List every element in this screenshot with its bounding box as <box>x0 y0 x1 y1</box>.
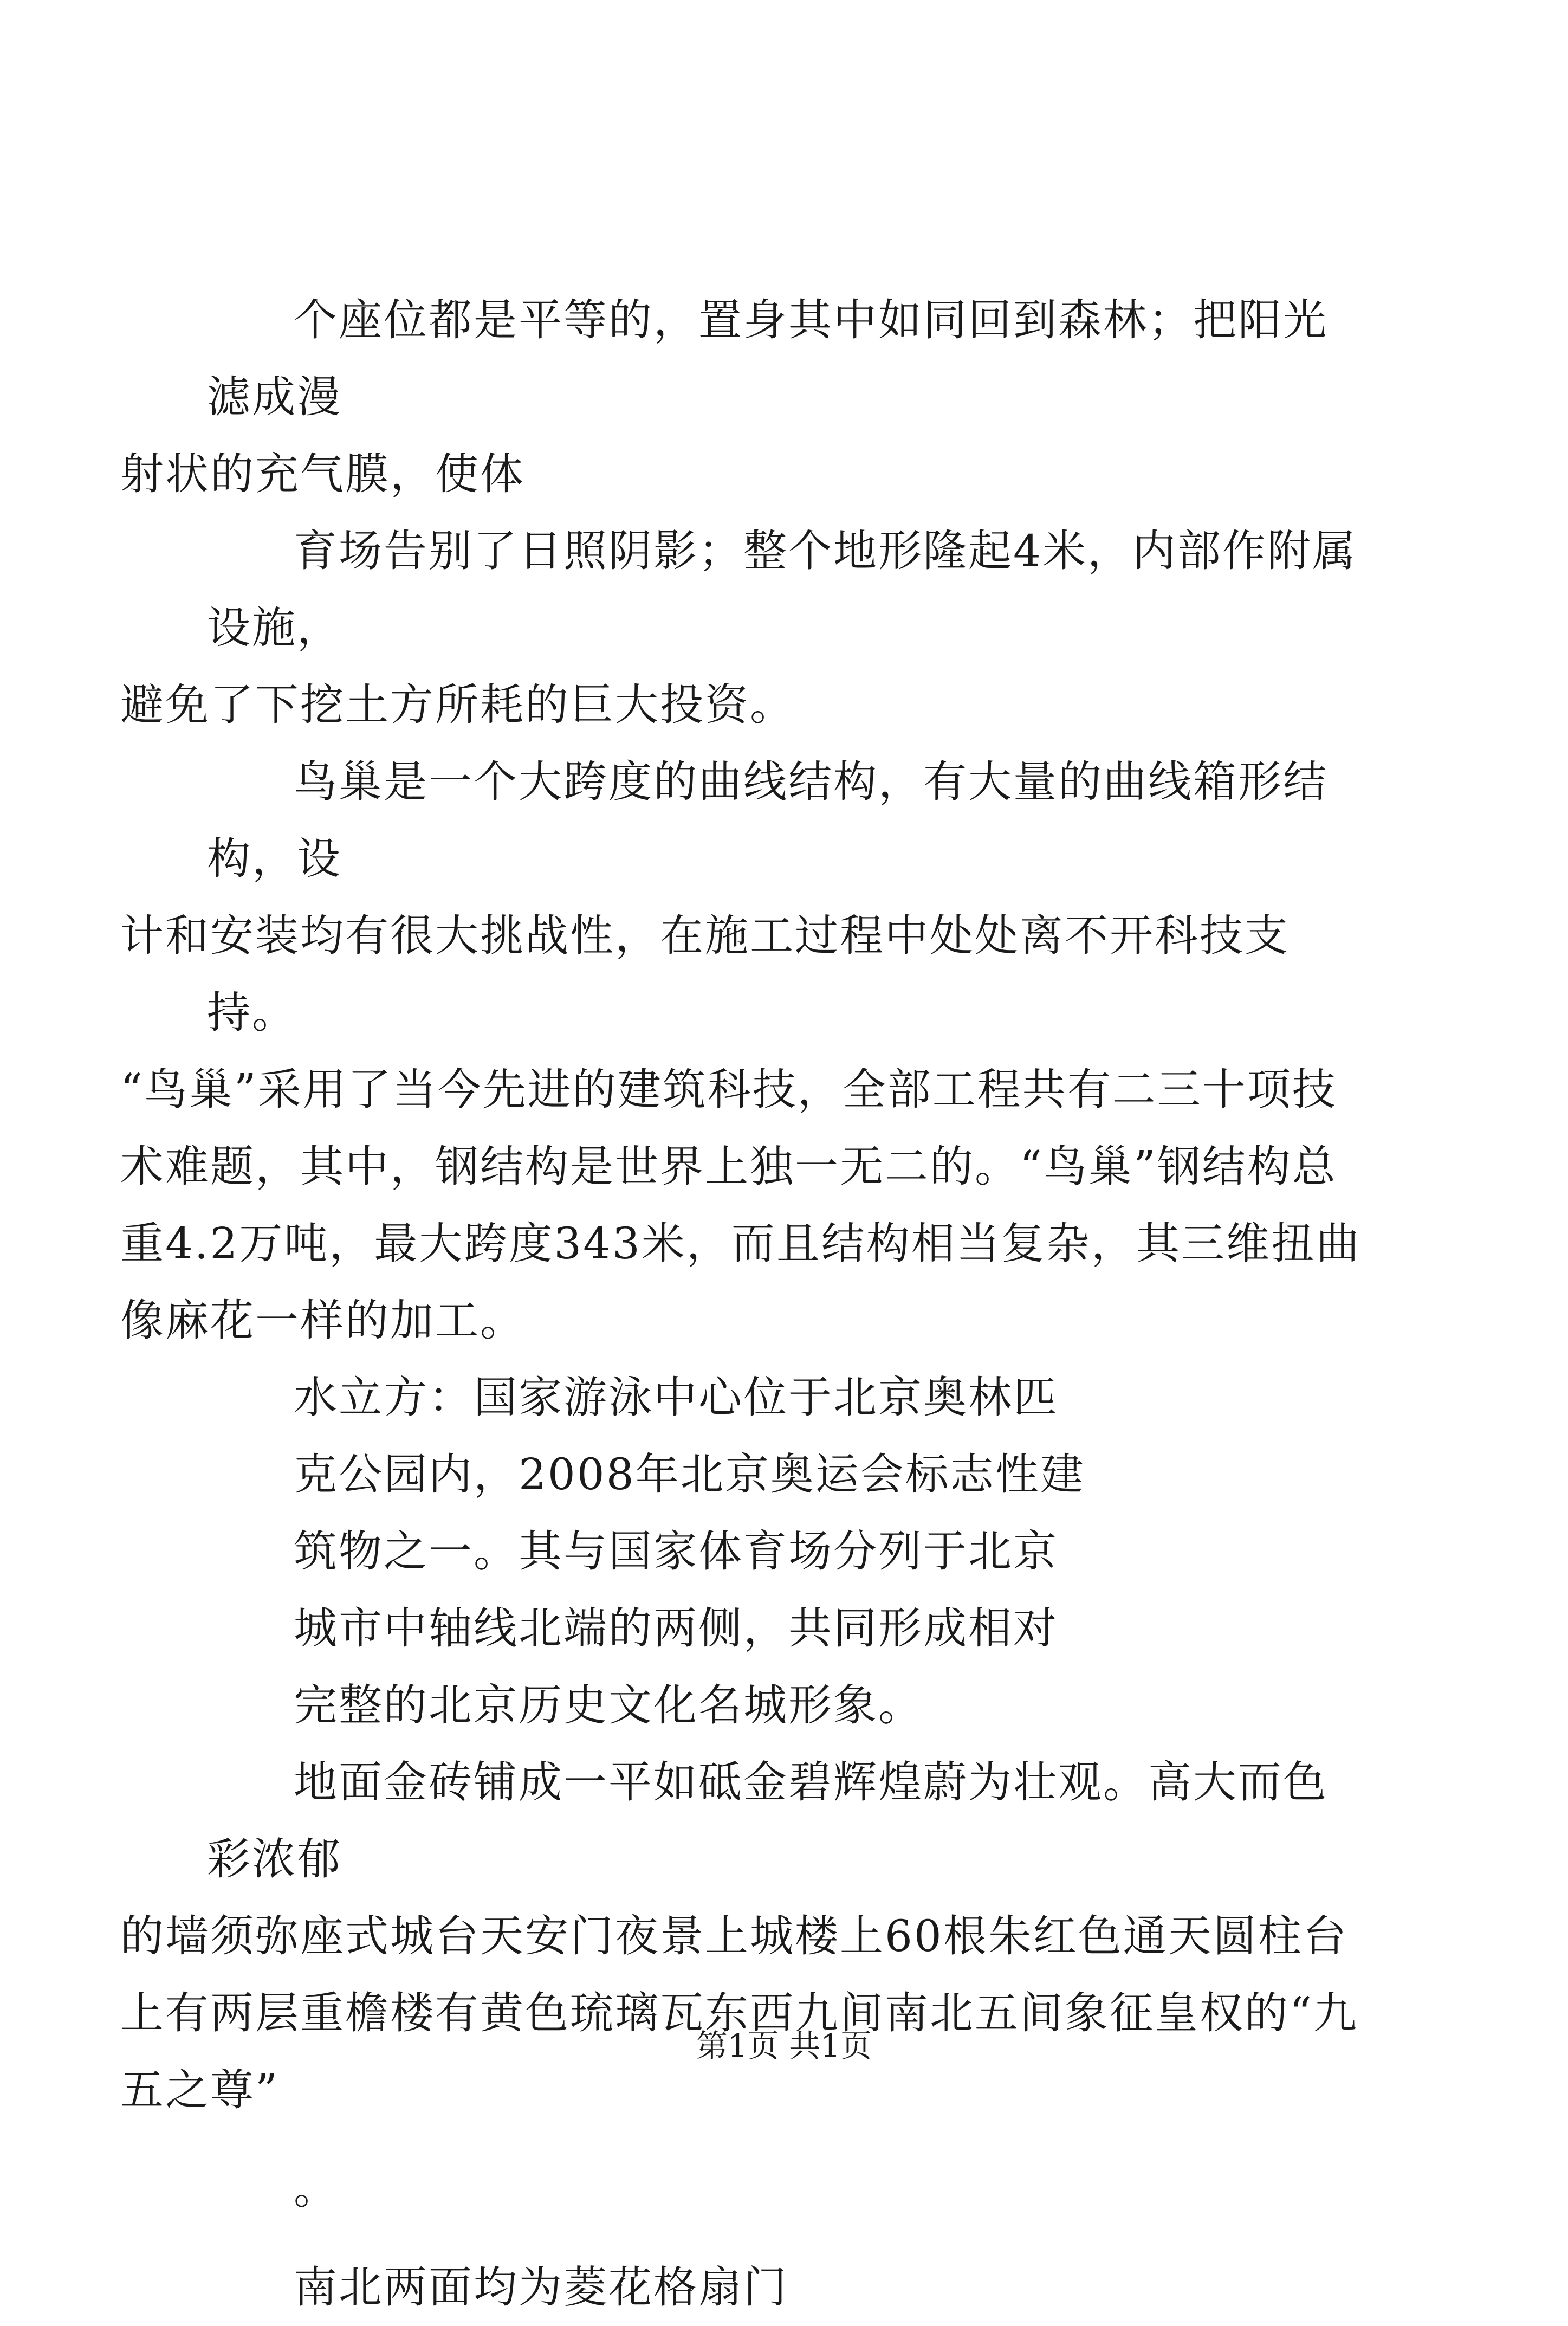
paragraph <box>120 1744 1366 2129</box>
text-line: “鸟巢”采用了当今先进的建筑科技，全部工程共有二三十项技 <box>120 1064 1337 1115</box>
text-line: 计和安装均有很大挑战性，在施工过程中处处离不开科技支持。 <box>120 910 1290 1038</box>
text-line: 。 <box>294 2163 337 2214</box>
paragraph <box>207 2249 1366 2326</box>
paragraph <box>207 1667 1366 1744</box>
text-line: 育场告别了日照阴影；整个地形隆起4米，内部作附属设施， <box>207 526 1357 653</box>
text-line: 完整的北京历史文化名城形象。 <box>294 1680 923 1730</box>
paragraph <box>120 744 1366 1359</box>
text-line: 避免了下挖土方所耗的巨大投资。 <box>120 680 795 730</box>
paragraph <box>207 1359 1366 1436</box>
text-line: 像麻花一样的加工。 <box>120 1295 525 1346</box>
text-line: 个座位都是平等的，置身其中如同回到森林；把阳光滤成漫 <box>207 295 1328 422</box>
paragraph <box>207 1590 1366 1667</box>
text-line: 术难题，其中，钢结构是世界上独一无二的。“鸟巢”钢结构总 <box>120 1141 1337 1192</box>
text-line: 地面金砖铺成一平如砥金碧辉煌蔚为壮观。高大而色彩浓郁 <box>207 1757 1328 1884</box>
page-footer: 第1页 共1页 <box>696 2027 872 2064</box>
text-line: 城市中轴线北端的两侧，共同形成相对 <box>294 1603 1058 1653</box>
paragraph <box>207 1436 1366 1513</box>
text-line: 五之尊” <box>120 2065 279 2115</box>
text-line: 鸟巢是一个大跨度的曲线结构，有大量的曲线箱形结构，设 <box>207 757 1328 884</box>
paragraph <box>120 513 1366 744</box>
paragraph <box>207 1513 1366 1590</box>
text-line: 克公园内，2008年北京奥运会标志性建 <box>294 1449 1085 1500</box>
text-line: 射状的充气膜，使体 <box>120 449 525 499</box>
text-line: 筑物之一。其与国家体育场分列于北京 <box>294 1526 1058 1576</box>
text-line: 上有两层重檐楼有黄色琉璃瓦东西九间南北五间象征皇权的“九 <box>120 1988 1358 2038</box>
text-line: 的墙须弥座式城台天安门夜景上城楼上60根朱红色通天圆柱台 <box>120 1911 1348 1961</box>
paragraph <box>120 282 1366 513</box>
text-line: 南北两面均为菱花格扇门 <box>294 2262 788 2312</box>
text-line: 水立方：国家游泳中心位于北京奥林匹 <box>294 1372 1058 1423</box>
paragraph <box>207 2150 1366 2227</box>
document-body <box>120 282 1366 2326</box>
text-line: 重4.2万吨，最大跨度343米，而且结构相当复杂，其三维扭曲 <box>120 1218 1361 1269</box>
